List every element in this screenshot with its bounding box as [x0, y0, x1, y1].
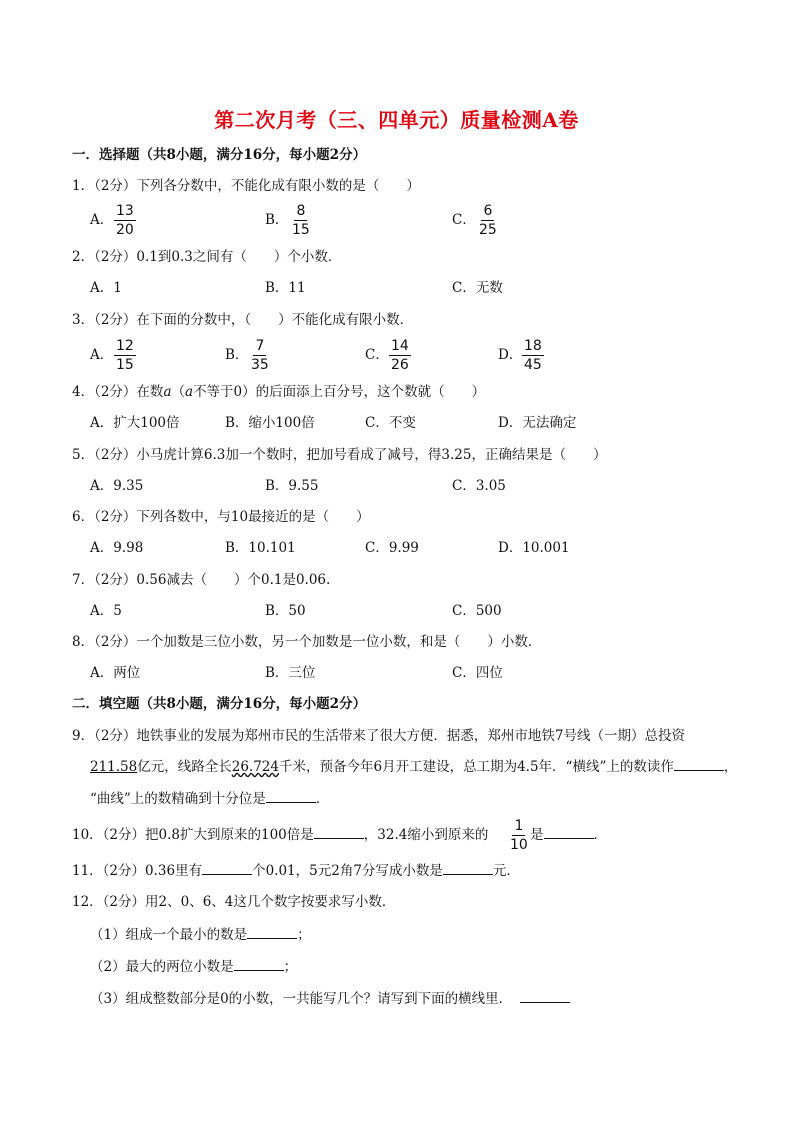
q1-option-c-fraction	[477, 203, 499, 238]
q12-text: ；	[283, 959, 298, 975]
q4-option-c: C．不变	[365, 415, 416, 431]
fraction-denominator: 35	[251, 357, 269, 373]
q3-option-d-label: D．	[498, 347, 523, 363]
question-4-stem	[72, 383, 485, 401]
fraction-denominator: 45	[524, 357, 542, 373]
fraction-numerator: 8	[296, 203, 306, 219]
section-heading-fill: 二．填空题（共8小题，满分16分，每小题2分）	[72, 696, 367, 712]
fraction-numerator: 6	[483, 203, 493, 219]
q6-option-c: C．9.99	[365, 540, 419, 556]
q4-variable: a	[163, 384, 172, 400]
q9-text: 亿元，线路全长	[137, 759, 232, 775]
q4-option-b: B．缩小100倍	[225, 415, 315, 431]
q12-answer-blank-1[interactable]	[247, 926, 297, 939]
question-11	[72, 862, 520, 880]
fraction-denominator: 26	[391, 357, 409, 373]
question-10-part1	[72, 826, 488, 844]
q10-answer-blank-1[interactable]	[314, 826, 364, 839]
q1-option-b-fraction	[290, 203, 312, 238]
q10-text: 10．（2分）把0.8扩大到原来的100倍是	[72, 827, 314, 843]
q9-answer-blank-1[interactable]	[674, 758, 724, 771]
q3-option-a-label: A．	[90, 347, 114, 363]
q9-wavy-underlined-value: 26.724	[231, 759, 279, 775]
section-heading-choice: 一．选择题（共8小题，满分16分，每小题2分）	[72, 147, 367, 163]
fraction-denominator: 15	[116, 357, 134, 373]
q10-text: ，32.4缩小到原来的	[363, 827, 489, 843]
question-9-line3	[90, 790, 329, 808]
q5-option-c: C．3.05	[452, 478, 506, 494]
q12-text: （1）组成一个最小的数是	[90, 927, 248, 943]
q7-option-b: B．50	[265, 603, 306, 619]
q4-option-d: D．无法确定	[498, 415, 577, 431]
q5-option-a: A．9.35	[90, 478, 144, 494]
q11-answer-blank-1[interactable]	[202, 862, 252, 875]
q2-option-b: B．11	[265, 280, 306, 296]
q6-option-a: A．9.98	[90, 540, 144, 556]
question-1-stem: 1．（2分）下列各分数中，不能化成有限小数的是（ ）	[72, 178, 420, 194]
q9-text: ，	[723, 759, 738, 775]
q10-text: 是	[530, 827, 544, 843]
q12-answer-blank-2[interactable]	[234, 958, 284, 971]
q10-answer-blank-2[interactable]	[544, 826, 594, 839]
q1-option-c-label: C．	[452, 212, 476, 228]
q5-option-b: B．9.55	[265, 478, 319, 494]
q12-text: （3）组成整数部分是0的小数，一共能写几个？请写到下面的横线里．	[90, 991, 513, 1007]
page-title: 第二次月考（三、四单元）质量检测A卷	[214, 108, 579, 132]
q8-option-a: A．两位	[90, 665, 141, 681]
question-6-stem: 6．（2分）下列各数中，与10最接近的是（ ）	[72, 509, 370, 525]
question-8-stem: 8．（2分）一个加数是三位小数，另一个加数是一位小数，和是（ ）小数．	[72, 634, 542, 650]
q4-stem-part: 不等于0）的后面添上百分号，这个数就（ ）	[193, 384, 486, 400]
question-7-stem: 7．（2分）0.56减去（ ）个0.1是0.06.	[72, 572, 331, 588]
question-9-line1: 9．（2分）地铁事业的发展为郑州市民的生活带来了很大方便．据悉，郑州市地铁7号线（一期）总投资	[72, 728, 686, 744]
q6-option-d: D．10.001	[498, 540, 570, 556]
q12-subquestion-2	[90, 958, 297, 976]
q12-text: ；	[297, 927, 311, 943]
q3-option-d-fraction	[522, 338, 544, 373]
q9-text: “曲线”上的数精确到十分位是	[90, 791, 266, 807]
q3-option-c-label: C．	[365, 347, 389, 363]
q8-option-b: B．三位	[265, 665, 316, 681]
q12-text: （2）最大的两位小数是	[90, 959, 234, 975]
q2-option-a: A．1	[90, 280, 122, 296]
q10-fraction	[508, 818, 530, 853]
fraction-denominator: 25	[479, 222, 497, 238]
question-10-part2	[530, 826, 607, 844]
q3-option-b-fraction	[249, 338, 271, 373]
fraction-numerator: 13	[116, 203, 134, 219]
q9-answer-blank-2[interactable]	[266, 790, 316, 803]
q4-stem-part: （	[171, 384, 185, 400]
q9-text: 千米，预备今年6月开工建设，总工期为4.5年．“横线”上的数读作	[279, 759, 674, 775]
fraction-numerator: 1	[514, 818, 524, 834]
q11-text: 个0.01，5元2角7分写成小数是	[252, 863, 443, 879]
question-9-line2	[90, 758, 737, 776]
question-3-stem: 3．（2分）在下面的分数中，（ ）不能化成有限小数．	[72, 312, 414, 328]
fraction-numerator: 7	[255, 338, 265, 354]
q4-stem-part: 4．（2分）在数	[72, 384, 164, 400]
q11-text: 11．（2分）0.36里有	[72, 863, 203, 879]
q7-option-a: A．5	[90, 603, 122, 619]
q12-answer-blank-3[interactable]	[520, 990, 570, 1003]
q11-text: 元．	[492, 863, 520, 879]
question-2-stem: 2．（2分）0.1到0.3之间有（ ）个小数．	[72, 249, 342, 265]
q9-text: ．	[315, 791, 330, 807]
q2-option-c: C．无数	[452, 280, 503, 296]
q9-underlined-value: 211.58	[90, 759, 138, 775]
q4-option-a: A．扩大100倍	[90, 415, 180, 431]
q10-text: ．	[593, 827, 607, 843]
fraction-denominator: 15	[292, 222, 310, 238]
q6-option-b: B．10.101	[225, 540, 296, 556]
fraction-denominator: 10	[510, 837, 528, 853]
question-12-stem: 12．（2分）用2、0、6、4这几个数字按要求写小数．	[72, 894, 396, 910]
q7-option-c: C．500	[452, 603, 502, 619]
q12-subquestion-1	[90, 926, 311, 944]
fraction-denominator: 20	[116, 222, 134, 238]
fraction-numerator: 18	[524, 338, 542, 354]
q4-variable: a	[185, 384, 194, 400]
q12-subquestion-3	[90, 990, 570, 1008]
question-5-stem: 5．（2分）小马虎计算6.3加一个数时，把加号看成了减号，得3.25，正确结果是（ ）	[72, 447, 607, 463]
q3-option-b-label: B．	[225, 347, 249, 363]
q11-answer-blank-2[interactable]	[443, 862, 493, 875]
q3-option-a-fraction	[114, 338, 136, 373]
q1-option-a-label: A．	[90, 212, 114, 228]
q3-option-c-fraction	[389, 338, 411, 373]
fraction-numerator: 14	[391, 338, 409, 354]
q1-option-b-label: B．	[265, 212, 289, 228]
fraction-numerator: 12	[116, 338, 134, 354]
q8-option-c: C．四位	[452, 665, 503, 681]
q1-option-a-fraction	[114, 203, 136, 238]
